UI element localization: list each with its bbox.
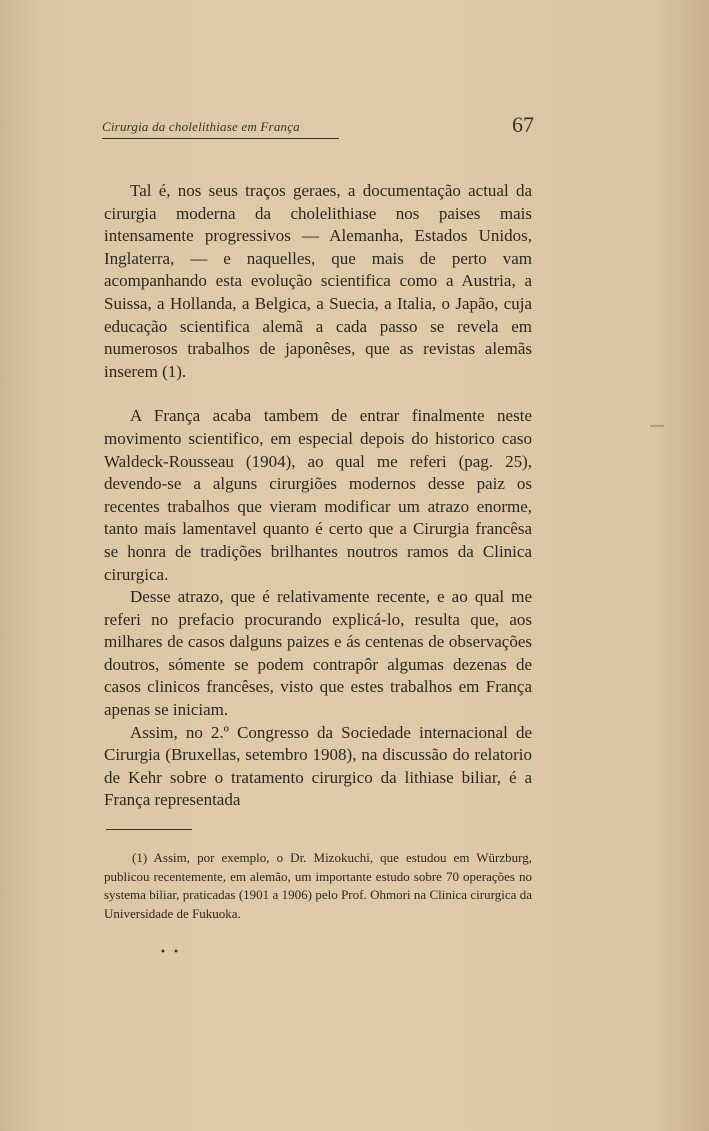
page-header bbox=[102, 112, 534, 142]
footnote-rule bbox=[106, 829, 192, 830]
paragraph-3: Desse atrazo, que é relativamente recente, e ao qual me referi no prefacio procurando explicá-lo, resulta que, aos milhares de casos dalguns paizes e ás centenas de observações doutros, sómente se podem contrapôr algumas dezenas de casos clinicos francêses, visto que estes trabalhos em França apenas se iniciam. bbox=[104, 587, 532, 720]
paragraph-4: Assim, no 2.º Congresso da Sociedade internacional de Cirurgia (Bruxellas, setembro 1908), na discussão do relatorio de Kehr sobre o tratamento cirurgico da lithiase biliar, é a França representada bbox=[104, 722, 532, 810]
paragraph-1: Tal é, nos seus traços geraes, a documentação actual da cirurgia moderna da cholelithiase nos paises mais intensamente progressivos — Alemanha, Estados Unidos, Inglaterra, — e naquelles, que mais de perto vam acompanhando esta evolução scientifica como a Austria, a Suissa, a Hollanda, a Belgica, a Suecia, a Italia, o Japão, cuja educação scientifica alemã a cada passo se revela em numerosos trabalhos de japonêses, que as revistas alemãs inserem (1). bbox=[104, 181, 532, 381]
page-number: 67 bbox=[512, 112, 534, 137]
footnote: (1) Assim, por exemplo, o Dr. Mizokuchi, que estudou em Würzburg, publicou recentemente, em alemão, um importante estudo sobre 70 operações no systema biliar, praticadas (1901 a 1906) pelo Prof. Ohmori na Clinica cirurgica da Universidade de Fukuoka. bbox=[104, 850, 532, 921]
running-title: Cirurgia da cholelithiase em França bbox=[102, 119, 339, 139]
margin-mark bbox=[650, 425, 664, 427]
ornament-dots: • • bbox=[160, 947, 181, 958]
paragraph-2: A França acaba tambem de entrar finalmente neste movimento scientifico, em especial depois do historico caso Waldeck-Rousseau (1904), ao qual me referi (pag. 25), devendo-se a alguns cirurgiões modernos desse paiz os recentes trabalhos que vieram modificar um atrazo enorme, tanto mais lamentavel quanto é certo que a Cirurgia francêsa se honra de tradições brilhantes noutros ramos da Clinica cirurgica. bbox=[104, 406, 532, 584]
body-text bbox=[104, 180, 532, 812]
